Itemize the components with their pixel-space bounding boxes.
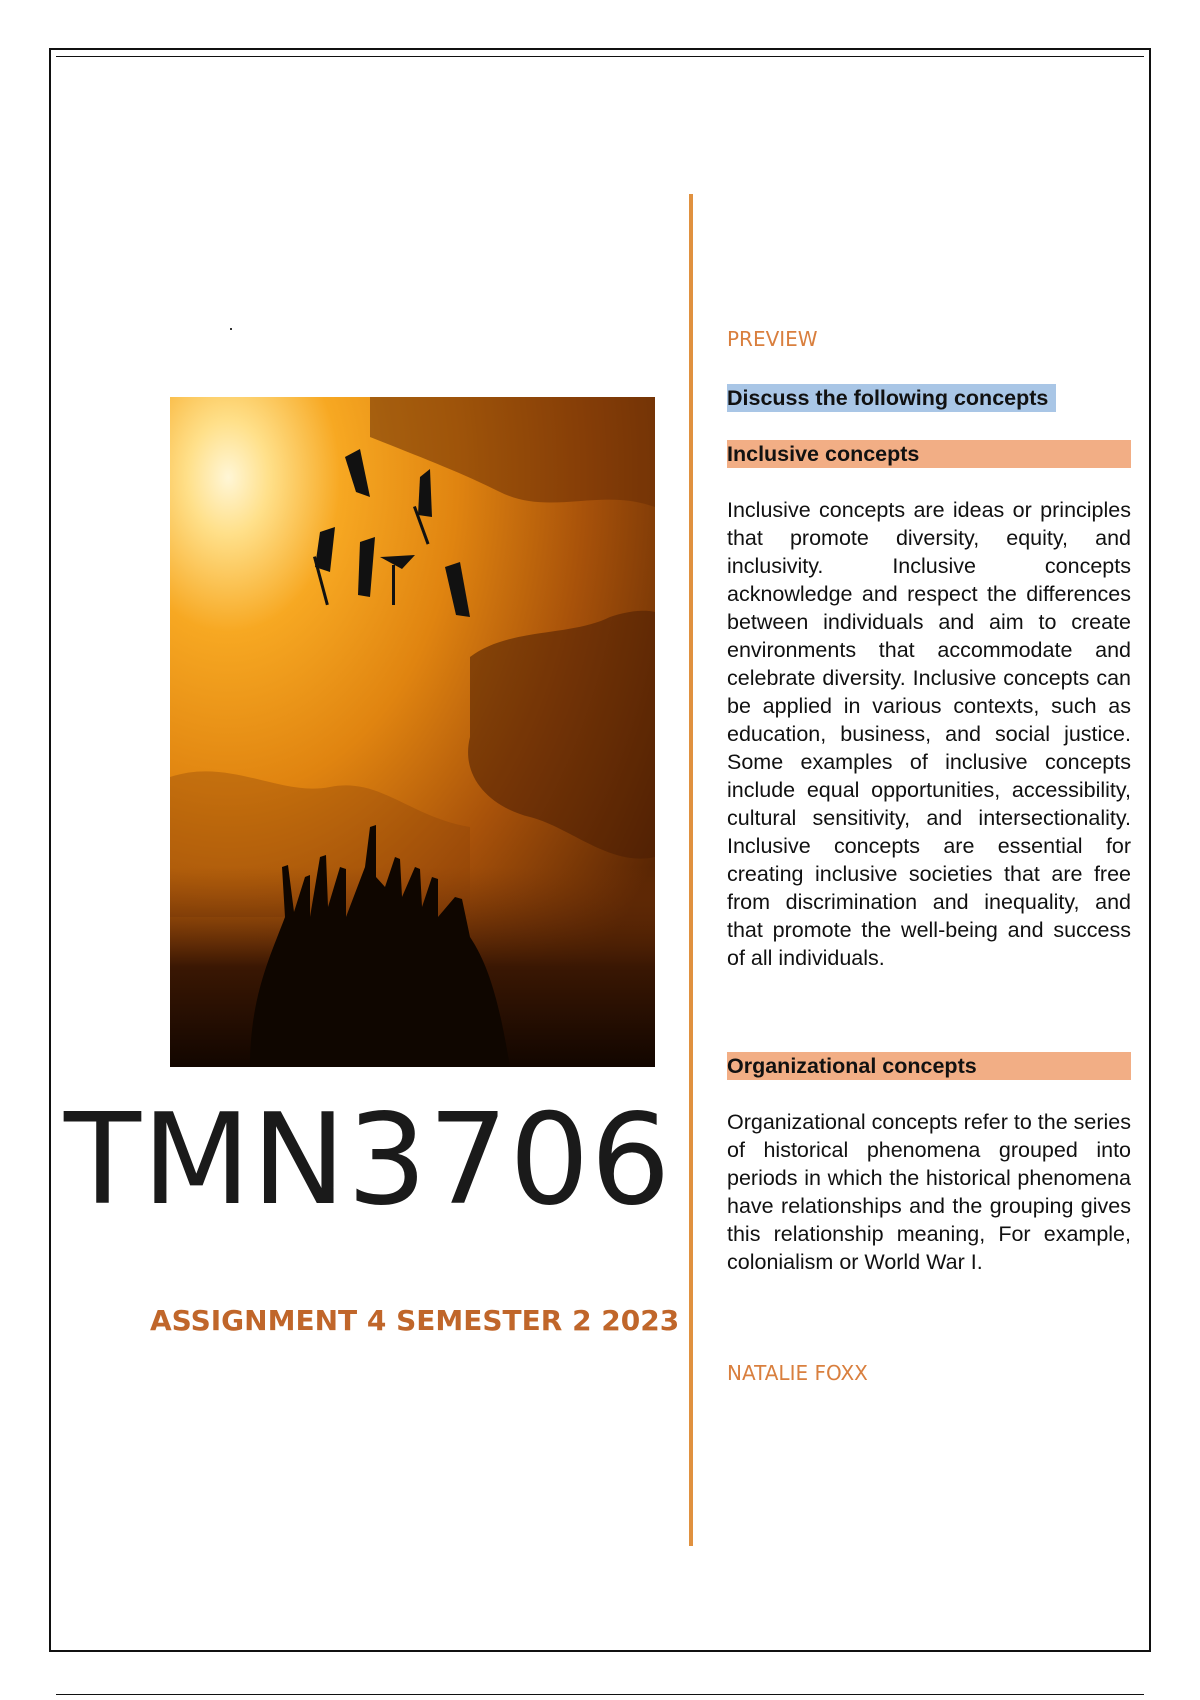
section-body-organizational: Organizational concepts refer to the series of historical phenomena grouped into periods in which the historical phenomena have relationships and the grouping gives this relationship meaning, For example, colonialism or World War I. [727,1110,1131,1274]
graduation-sunset-photo [170,397,655,1067]
assignment-title: ASSIGNMENT 4 SEMESTER 2 2023 [150,1304,680,1337]
course-code: TMN3706 [64,1086,672,1233]
top-rule [56,56,1144,57]
stray-dot [230,328,232,330]
bottom-rule [56,1694,1144,1695]
section-heading-inclusive: Inclusive concepts [727,440,1131,468]
author-name: NATALIE FOXX [727,1361,868,1385]
discuss-heading [727,384,1131,412]
column-divider [689,194,693,1546]
discuss-heading-text: Discuss the following concepts [727,384,1056,412]
preview-label: PREVIEW [727,327,818,351]
section-heading-organizational: Organizational concepts [727,1052,1131,1080]
section-body-inclusive: Inclusive concepts are ideas or principles that promote diversity, equity, and inclusivity. Inclusive concepts acknowledge and respect the differences between individuals and aim to create environments that accommodate and celebrate diversity. Inclusive concepts can be applied in various contexts, such as education, business, and social justice. Some examples of inclusive concepts include equal opportunities, accessibility, cultural sensitivity, and intersectionality. Inclusive concepts are essential for creating inclusive societies that are free from discrimination and inequality, and that promote the well-being and success of all individuals. [727,498,1131,970]
